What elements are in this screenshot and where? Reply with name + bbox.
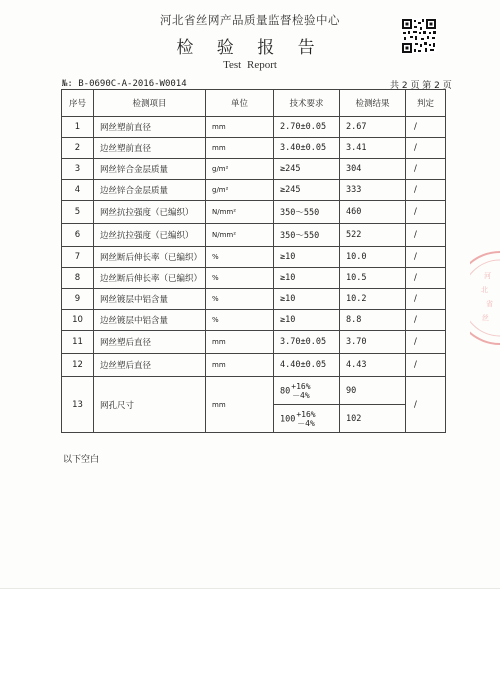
result: 8.8 (340, 310, 406, 331)
result: 102 (340, 405, 406, 433)
unit: mm (206, 138, 274, 159)
test-item: 边丝抗拉强度（已编织） (94, 224, 206, 247)
result: 304 (340, 159, 406, 180)
judgement: / (406, 331, 446, 354)
table-row (62, 331, 446, 354)
table-row (62, 268, 446, 289)
requirement: ≥245 (274, 159, 340, 180)
row-index: 1 (62, 117, 94, 138)
test-item: 网丝抗拉强度（已编织） (94, 201, 206, 224)
requirement-base: 100 (280, 414, 296, 424)
requirement: ≥10 (274, 247, 340, 268)
judgement: / (406, 159, 446, 180)
row-index: 5 (62, 201, 94, 224)
row-index: 9 (62, 289, 94, 310)
column-header: 判定 (406, 90, 446, 117)
column-header: 序号 (62, 90, 94, 117)
judgement: / (406, 354, 446, 377)
table-row (62, 117, 446, 138)
table-row (62, 354, 446, 377)
test-item: 网丝塑后直径 (94, 331, 206, 354)
unit: g/m² (206, 180, 274, 201)
test-item: 网丝镀层中铝含量 (94, 289, 206, 310)
table-row (62, 310, 446, 331)
requirement: ≥245 (274, 180, 340, 201)
result: 4.43 (340, 354, 406, 377)
row-index: 11 (62, 331, 94, 354)
unit: % (206, 247, 274, 268)
column-header: 单位 (206, 90, 274, 117)
test-item: 边丝断后伸长率（已编织） (94, 268, 206, 289)
requirement-base: 80 (280, 386, 291, 396)
red-seal-stamp (470, 248, 500, 348)
requirement: 350～550 (274, 224, 340, 247)
report-number: №: B-0690C-A-2016-W0014 (62, 79, 187, 89)
tolerance (296, 410, 315, 428)
tolerance-minus: －4% (292, 390, 310, 400)
svg-text:省: 省 (486, 300, 493, 308)
result: 3.41 (340, 138, 406, 159)
judgement: / (406, 224, 446, 247)
requirement: ≥10 (274, 289, 340, 310)
report-title: 检 验 报 告 (176, 38, 324, 58)
qr-code-icon (401, 18, 437, 54)
unit: mm (206, 117, 274, 138)
judgement: / (406, 268, 446, 289)
judgement: / (406, 117, 446, 138)
result: 460 (340, 201, 406, 224)
test-item: 边丝塑后直径 (94, 354, 206, 377)
test-item: 边丝塑前直径 (94, 138, 206, 159)
result: 333 (340, 180, 406, 201)
unit: mm (206, 331, 274, 354)
tolerance-plus: +16% (296, 409, 316, 419)
below-blank-note: 以下空白 (63, 455, 100, 465)
requirement (274, 405, 340, 433)
table-body-mesh-size (62, 377, 446, 433)
row-index: 13 (62, 377, 94, 433)
judgement: / (406, 247, 446, 268)
svg-text:北: 北 (481, 286, 488, 294)
test-results-table (61, 89, 446, 433)
requirement: 350～550 (274, 201, 340, 224)
column-header: 技术要求 (274, 90, 340, 117)
test-item: 边丝锌合金层质量 (94, 180, 206, 201)
unit: N/mm² (206, 201, 274, 224)
row-index: 2 (62, 138, 94, 159)
test-item: 网丝锌合金层质量 (94, 159, 206, 180)
judgement: / (406, 289, 446, 310)
table-row (62, 289, 446, 310)
column-header: 检测项目 (94, 90, 206, 117)
judgement: / (406, 377, 446, 433)
row-index: 6 (62, 224, 94, 247)
requirement: 4.40±0.05 (274, 354, 340, 377)
judgement: / (406, 310, 446, 331)
result: 90 (340, 377, 406, 405)
requirement: 3.70±0.05 (274, 331, 340, 354)
test-item: 网丝断后伸长率（已编织） (94, 247, 206, 268)
unit: % (206, 310, 274, 331)
page-count: 共 2 页 第 2 页 (390, 81, 452, 91)
unit: N/mm² (206, 224, 274, 247)
unit: mm (206, 377, 274, 433)
table-row (62, 201, 446, 224)
row-index: 4 (62, 180, 94, 201)
svg-text:丝: 丝 (482, 314, 489, 322)
unit: mm (206, 354, 274, 377)
judgement: / (406, 180, 446, 201)
row-index: 8 (62, 268, 94, 289)
result: 10.2 (340, 289, 406, 310)
test-item: 网丝塑前直径 (94, 117, 206, 138)
tolerance-plus: +16% (291, 381, 311, 391)
svg-text:河: 河 (484, 272, 491, 280)
table-row (62, 138, 446, 159)
requirement: ≥10 (274, 268, 340, 289)
requirement: 2.70±0.05 (274, 117, 340, 138)
result: 522 (340, 224, 406, 247)
unit: % (206, 289, 274, 310)
report-subtitle: Test Report (223, 59, 277, 71)
test-item: 网孔尺寸 (94, 377, 206, 433)
organization-name: 河北省丝网产品质量监督检验中心 (160, 13, 340, 27)
row-index: 10 (62, 310, 94, 331)
table-row (62, 180, 446, 201)
requirement: 3.40±0.05 (274, 138, 340, 159)
requirement: ≥10 (274, 310, 340, 331)
table-body (62, 117, 446, 377)
judgement: / (406, 138, 446, 159)
result: 3.70 (340, 331, 406, 354)
row-index: 12 (62, 354, 94, 377)
row-index: 7 (62, 247, 94, 268)
tolerance-minus: －4% (297, 418, 315, 428)
requirement (274, 377, 340, 405)
result: 2.67 (340, 117, 406, 138)
table-header-row (62, 90, 446, 117)
column-header: 检测结果 (340, 90, 406, 117)
result: 10.5 (340, 268, 406, 289)
tolerance (291, 382, 310, 400)
table-row (62, 377, 446, 405)
test-item: 边丝镀层中铝含量 (94, 310, 206, 331)
table-row (62, 159, 446, 180)
unit: % (206, 268, 274, 289)
unit: g/m² (206, 159, 274, 180)
table-row (62, 224, 446, 247)
judgement: / (406, 201, 446, 224)
row-index: 3 (62, 159, 94, 180)
result: 10.0 (340, 247, 406, 268)
table-row (62, 247, 446, 268)
